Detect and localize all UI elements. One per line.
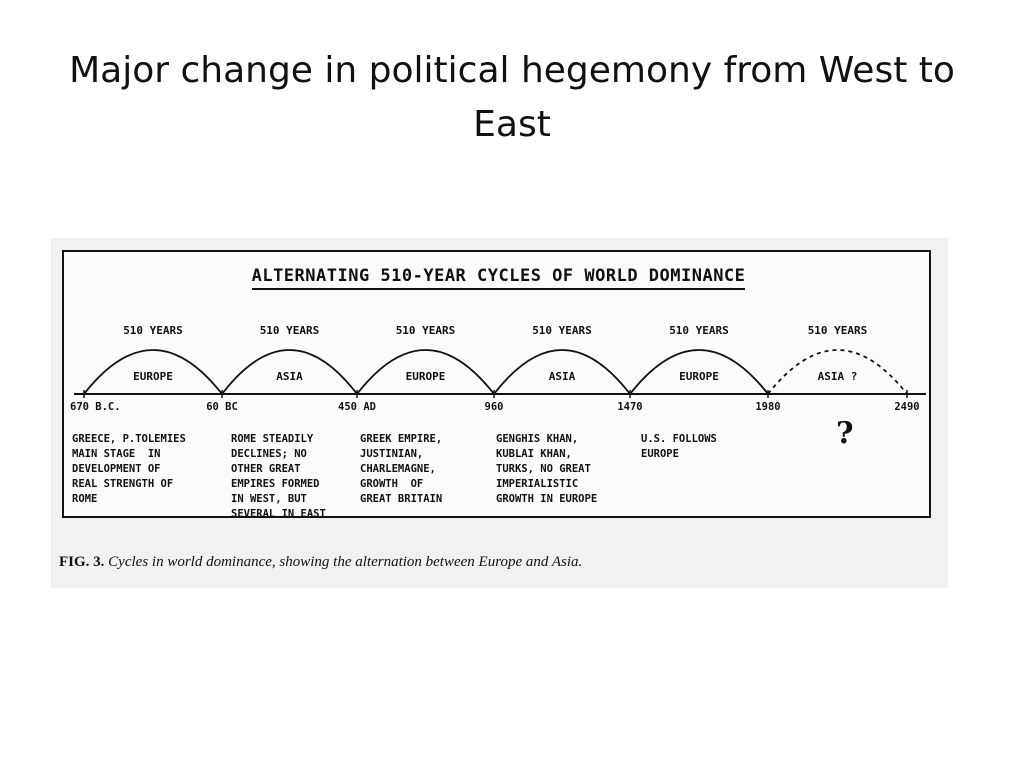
caption-label: FIG. 3.: [59, 554, 105, 570]
note-3: GREEK EMPIRE, JUSTINIAN, CHARLEMAGNE, GROWTH OF GREAT BRITAIN: [360, 433, 443, 505]
slide-title: Major change in political hegemony from West to East: [69, 50, 955, 145]
cycle-region-4: ASIA: [548, 370, 576, 383]
cycle-region-5: EUROPE: [679, 370, 719, 383]
date-label-6: 1980: [755, 401, 781, 413]
caption-text: Cycles in world dominance, showing the alternation between Europe and Asia.: [108, 554, 583, 570]
figure-scan: [51, 238, 948, 588]
future-question-mark: ?: [836, 416, 854, 451]
cycle-region-3: EUROPE: [405, 370, 446, 383]
cycle-region-1: EUROPE: [133, 370, 173, 383]
figure-caption: [59, 554, 582, 571]
note-5: U.S. FOLLOWS EUROPE: [641, 433, 717, 460]
date-label-2: 60 BC: [206, 401, 238, 413]
date-label-4: 960: [484, 401, 504, 413]
cycle-duration-5: 510 YEARS: [669, 324, 729, 337]
cycle-duration-4: 510 YEARS: [532, 324, 592, 337]
cycle-region-6: ASIA ?: [817, 370, 858, 383]
date-label-5: 1470: [617, 401, 643, 413]
date-label-1: 670 B.C.: [70, 401, 121, 413]
cycle-duration-1: 510 YEARS: [123, 324, 183, 337]
date-label-3: 450 AD: [338, 401, 376, 413]
cycle-duration-2: 510 YEARS: [259, 324, 320, 337]
cycle-duration-3: 510 YEARS: [395, 324, 456, 337]
cycle-region-2: ASIA: [276, 370, 303, 383]
figure-title-text: ALTERNATING 510-YEAR CYCLES OF WORLD DOMINANCE: [252, 266, 746, 290]
note-2: ROME STEADILY DECLINES; NO OTHER GREAT EMPIRES FORMED IN WEST, BUT SEVERAL IN EAST: [231, 433, 326, 520]
note-1: GREECE, P.TOLEMIES MAIN STAGE IN DEVELOPMENT OF REAL STRENGTH OF ROME: [72, 433, 186, 505]
figure-frame: [62, 250, 931, 518]
date-label-7: 2490: [894, 401, 920, 413]
cycle-duration-6: 510 YEARS: [807, 324, 868, 337]
note-4: GENGHIS KHAN, KUBLAI KHAN, TURKS, NO GREAT IMPERIALISTIC GROWTH IN EUROPE: [496, 433, 598, 505]
